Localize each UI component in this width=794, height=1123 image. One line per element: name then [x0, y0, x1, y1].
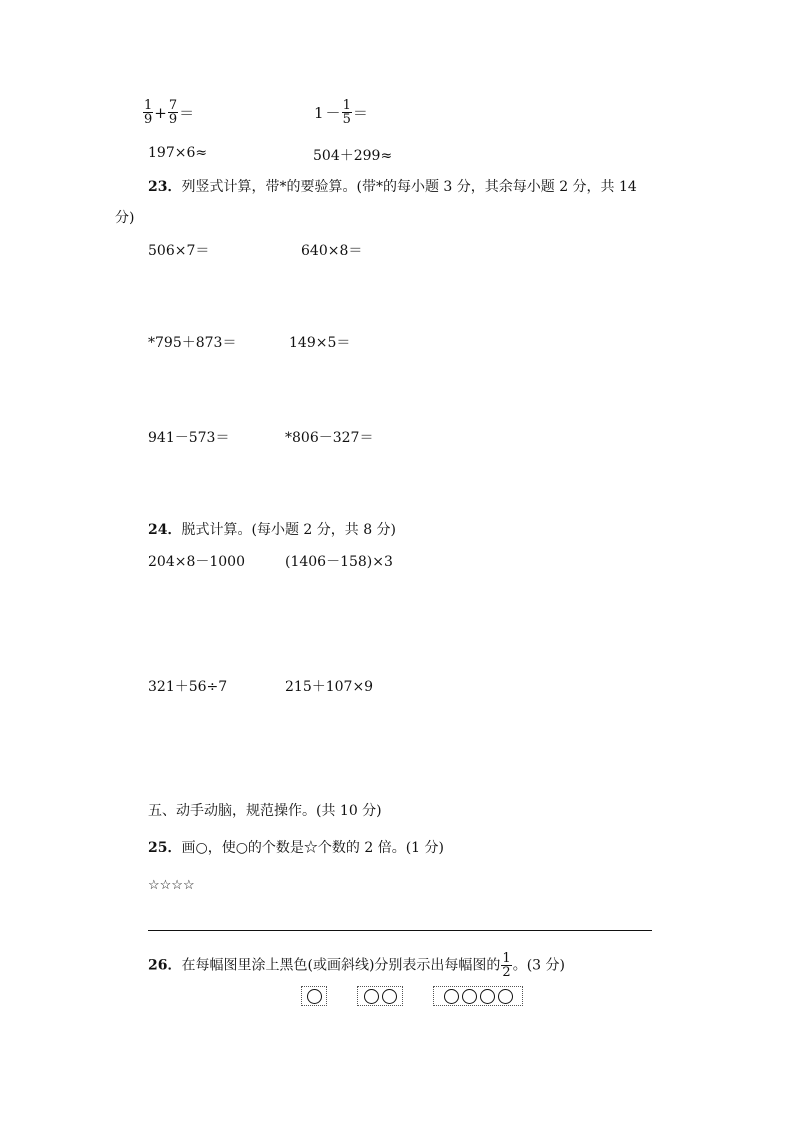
q23-item-2: 640×8＝: [301, 243, 363, 259]
q23-item-1: 506×7＝: [148, 243, 210, 259]
shape-box-2[interactable]: [357, 986, 403, 1006]
fraction-b: $\frac{1}{5}$: [342, 98, 351, 127]
circle-icon: [480, 989, 495, 1004]
q23-item-5: 941－573＝: [148, 430, 230, 446]
section-5-title: 五、动手动脑，规范操作。(共 10 分): [148, 803, 382, 819]
circle-icon: [462, 989, 477, 1004]
answer-line: [148, 930, 652, 931]
circle-icon: [498, 989, 513, 1004]
q24-item-4: 215＋107×9: [285, 679, 374, 695]
fraction-a: $\frac{1}{9}$: [144, 98, 153, 127]
q24-title: 24．脱式计算。(每小题 2 分，共 8 分): [148, 522, 397, 538]
exercise-fraction-sub: 1 － $\frac{1}{5}$ ＝: [314, 98, 368, 127]
shape-box-1[interactable]: [301, 986, 327, 1006]
q24-item-2: (1406－158)×3: [285, 554, 393, 570]
q24-item-1: 204×8－1000: [148, 554, 245, 570]
q23-title-cont: 分): [115, 210, 135, 226]
q24-item-3: 321＋56÷7: [148, 679, 228, 695]
fraction-b: $\frac{7}{9}$: [168, 98, 178, 127]
q23-item-4: 149×5＝: [289, 335, 351, 351]
circle-icon: [364, 989, 379, 1004]
q25-stars: ☆☆☆☆: [148, 878, 195, 893]
q26-title: 26．在每幅图里涂上黑色(或画斜线)分别表示出每幅图的 $\frac{1}{2}$ 。(3 分): [148, 951, 565, 980]
circle-icon: [444, 989, 459, 1004]
exercise-estimate-2: 504＋299≈: [313, 148, 393, 164]
q23-item-3: *795＋873＝: [148, 335, 237, 351]
q25-title: 25．画○，使○的个数是☆个数的 2 倍。(1 分): [148, 840, 445, 856]
q23-title: 23．列竖式计算，带*的要验算。(带*的每小题 3 分，其余每小题 2 分，共 14: [148, 179, 637, 195]
circle-icon: [307, 989, 322, 1004]
exercise-estimate-1: 197×6≈: [148, 145, 208, 161]
fraction-half: $\frac{1}{2}$: [502, 951, 511, 980]
exercise-fraction-add: $\frac{1}{9}$ + $\frac{7}{9}$ ＝: [144, 98, 195, 127]
circle-icon: [382, 989, 397, 1004]
shape-box-3[interactable]: [433, 986, 523, 1006]
q23-item-6: *806－327＝: [285, 430, 374, 446]
